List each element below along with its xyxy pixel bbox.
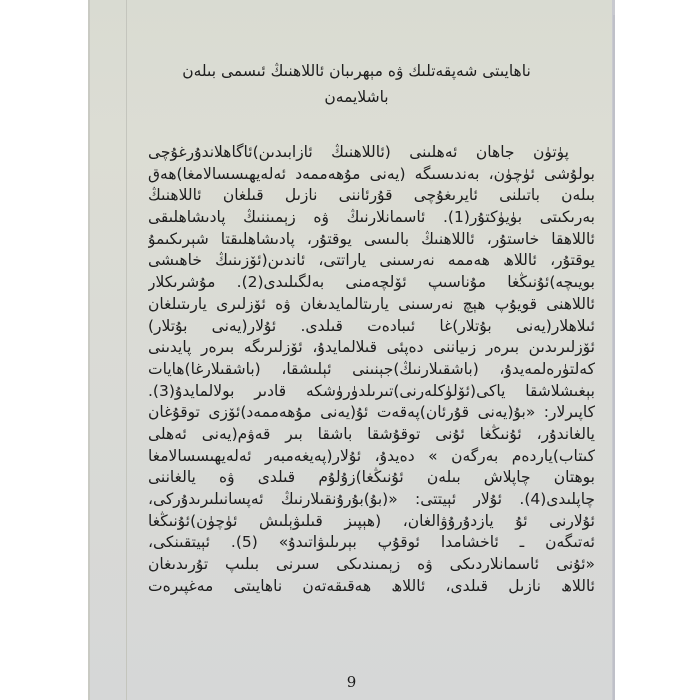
text-line: چاپلىدى(4). ئۇلار ئېيتتى: «(بۇ)بۇرۇنقىلارنىڭ ئەپسانىلىرىدۇركى، <box>148 490 595 508</box>
book-page <box>88 0 615 700</box>
text-line: ئاللاھقا خاستۇر، ئاللاھنىڭ بالىسى يوقتۇر، پادىشاھلىقتا شېرىكىمۇ <box>148 229 595 248</box>
text-line: كاپىرلار: «بۇ(يەنى قۇرئان)پەقەت ئۇ(يەنى مۇھەممەد)ئۆزى توقۇغان <box>148 403 595 422</box>
text-line: «ئۇنى ئاسمانلاردىكى ۋە زېمىندىكى سىرنى بىلىپ تۇرىدىغان <box>148 555 595 574</box>
page-number: 9 <box>346 673 357 691</box>
text-line: ئاللاھ نازىل قىلدى، ئاللاھ ھەقىقەتەن ناھايىتى مەغپىرەت <box>148 576 595 595</box>
heading-line-1: ناھايىتى شەپقەتلىك ۋە مېھرىبان ئاللاھنىڭ ئىسمى بىلەن <box>182 62 531 80</box>
text-line: بوھتان چاپلاش بىلەن ئۇنىڭغا)زۇلۇم قىلدى ۋە يالغاننى <box>148 468 595 487</box>
text-line: ئاللاھنى قويۇپ ھېچ نەرسىنى يارىتالمايدىغان ۋە ئۆزلىرى يارىتىلغان <box>148 294 595 313</box>
text-line: ئەتىگەن ـ ئاخشامدا ئوقۇپ بېرىلىۋاتىدۇ» (5). ئېيتقىنكى، <box>148 533 595 552</box>
text-line: بولۇشى ئۈچۈن، بەندىسىگە (يەنى مۇھەممەد ئەلەيھىسسالامغا)ھەق <box>148 164 595 183</box>
text-line: پۈتۈن جاھان ئەھلىنى (ئاللاھنىڭ ئازابىدىن)ئاگاھلاندۇرغۇچى <box>148 143 569 161</box>
text-line: كەلتۈرەلمەيدۇ، (باشقىلارنىڭ)جېنىنى ئېلىشقا، (باشقىلارغا)ھايات <box>148 359 595 378</box>
text-line: بىلەن باتىلنى ئايرىغۇچى قۇرئاننى نازىل قىلغان ئاللاھنىڭ <box>148 186 595 205</box>
text-line: يوقتۇر، ئاللاھ ھەممە نەرسىنى ياراتتى، ئاندىن(ئۆزىنىڭ خاھىشى <box>148 251 595 270</box>
heading-line-2: باشلايمەن <box>324 88 389 106</box>
text-line: ئىلاھلار(يەنى بۇتلار)غا ئىبادەت قىلدى. ئۇلار(يەنى بۇتلار) <box>148 316 595 335</box>
text-line: يالغاندۇر، ئۇنىڭغا ئۇنى توقۇشقا باشقا بىر قەۋم(يەنى ئەھلى <box>148 424 595 443</box>
body-text <box>148 142 595 597</box>
page-edge <box>613 15 615 700</box>
text-line: كىتاب)ياردەم بەرگەن » دەيدۇ، ئۇلار(پەيغەمبەر ئەلەيھىسسالامغا <box>148 446 595 465</box>
text-line: ئۇلارنى ئۇ يازدۇرۇۋالغان، (ھېپىز قىلىۋېلىش ئۈچۈن)ئۇنىڭغا <box>148 511 595 530</box>
page-heading <box>128 58 585 110</box>
text-line: ئۆزلىرىدىن بىرەر زىياننى دەپئى قىلالمايدۇ، ئۆزلىرىگە بىرەر پايدىنى <box>148 338 595 357</box>
text-line: بەرىكىتى بۈيۈكتۇر(1). ئاسمانلارنىڭ ۋە زېمىننىڭ پادىشاھلىقى <box>148 208 595 227</box>
text-line: بېغىشلاشقا ياكى(ئۆلۈكلەرنى)تىرىلدۈرۈشكە قادىر بولالمايدۇ(3). <box>148 381 595 400</box>
page-gutter-line <box>126 0 127 700</box>
text-line: بويىچە)ئۇنىڭغا مۇناسىپ ئۆلچەمنى بەلگىلىدى(2). مۇشرىكلار <box>148 273 595 292</box>
